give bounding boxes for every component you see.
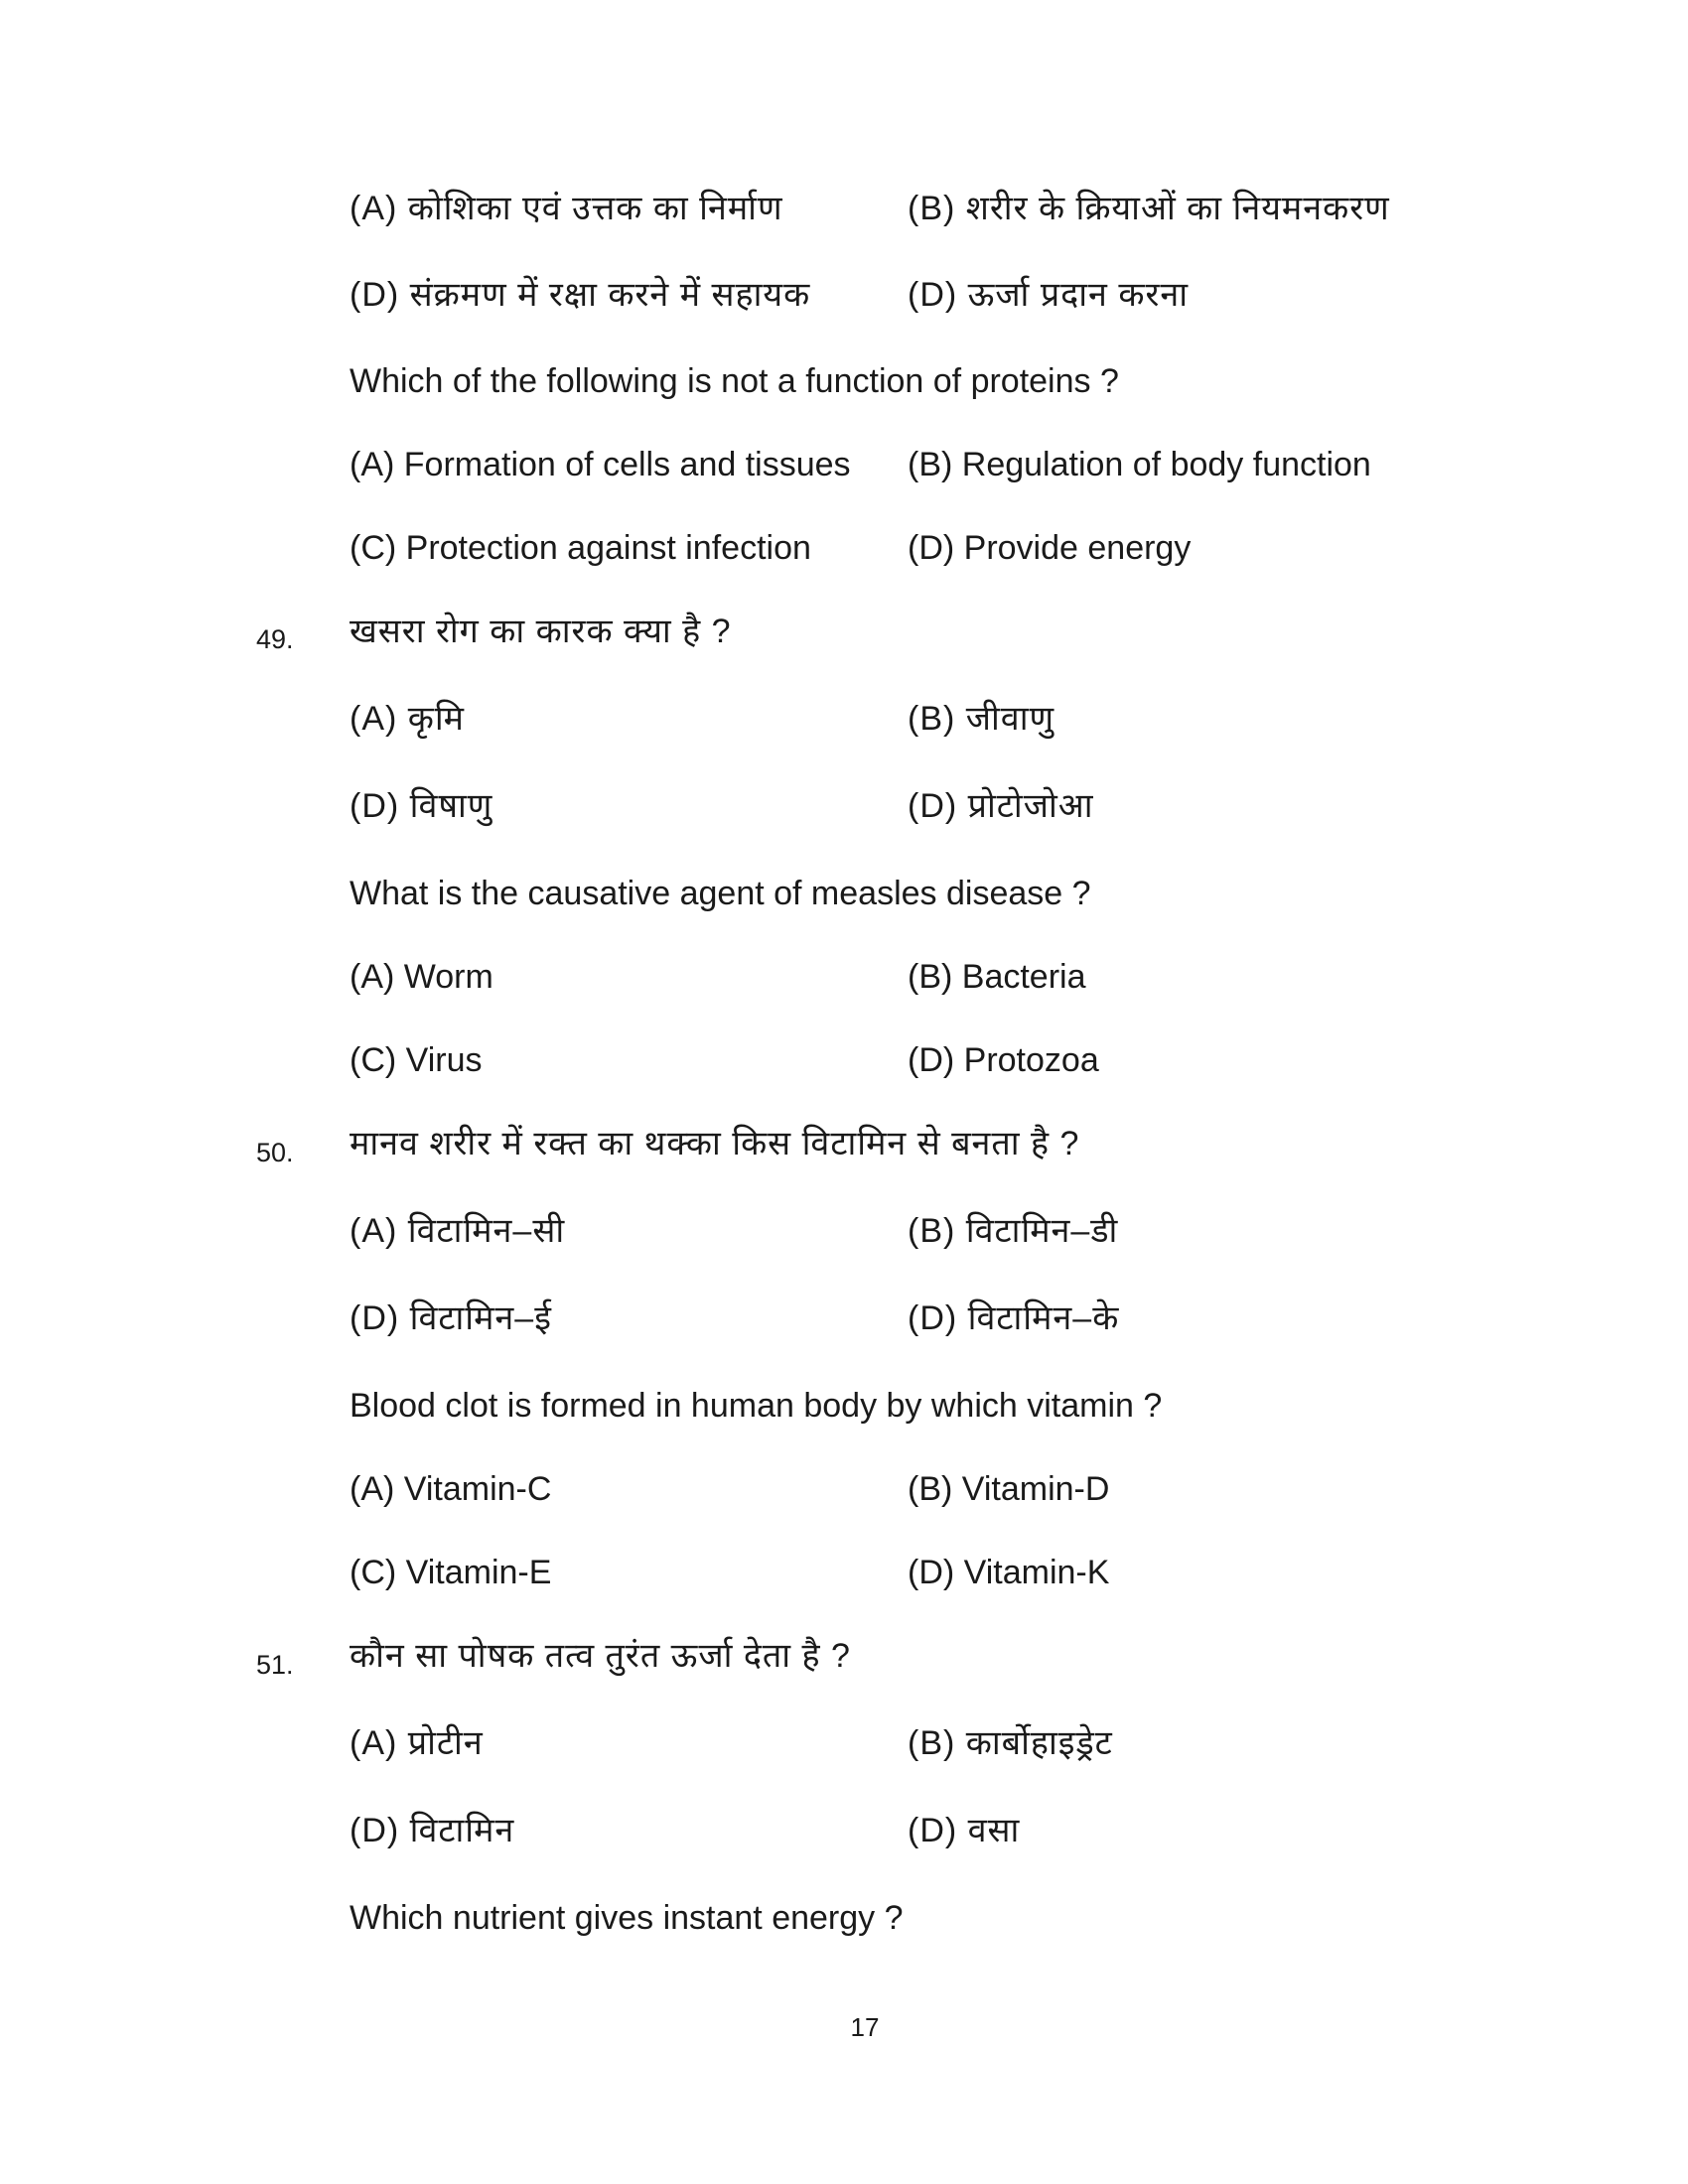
option-a-hindi: (A) कोशिका एवं उत्तक का निर्माण	[350, 190, 783, 227]
option-d-hindi: (D) विटामिन–के	[908, 1299, 1120, 1337]
option-a-english: (A) Vitamin-C	[350, 1470, 552, 1508]
page-number: 17	[850, 2012, 880, 2042]
question-hindi: कौन सा पोषक तत्व तुरंत ऊर्जा देता है ?	[350, 1637, 851, 1675]
option-a-english: (A) Formation of cells and tissues	[350, 446, 851, 483]
question-hindi: खसरा रोग का कारक क्या है ?	[350, 613, 732, 650]
option-d-english: (D) Provide energy	[908, 529, 1192, 567]
option-c-english: (C) Protection against infection	[350, 529, 811, 567]
option-d-hindi: (D) वसा	[908, 1812, 1021, 1849]
option-a-hindi: (A) विटामिन–सी	[350, 1212, 566, 1250]
option-a-hindi: (A) कृमि	[350, 700, 466, 738]
option-d-hindi: (D) प्रोटोजोआ	[908, 787, 1094, 825]
option-b-hindi: (B) विटामिन–डी	[908, 1212, 1119, 1250]
option-b-hindi: (B) कार्बोहाइड्रेट	[908, 1724, 1113, 1762]
option-b-hindi: (B) जीवाणु	[908, 700, 1055, 738]
question-english: Which of the following is not a function of proteins ?	[350, 362, 1119, 400]
option-a-hindi: (A) प्रोटीन	[350, 1724, 484, 1762]
question-number: 51.	[256, 1650, 294, 1680]
option-c-hindi: (D) संक्रमण में रक्षा करने में सहायक	[350, 276, 811, 314]
question-english: Which nutrient gives instant energy ?	[350, 1899, 904, 1937]
option-b-hindi: (B) शरीर के क्रियाओं का नियमनकरण	[908, 190, 1390, 227]
option-c-english: (C) Vitamin-E	[350, 1554, 552, 1591]
option-b-english: (B) Regulation of body function	[908, 446, 1371, 483]
option-c-english: (C) Virus	[350, 1041, 483, 1079]
option-c-hindi: (D) विषाणु	[350, 787, 493, 825]
option-a-english: (A) Worm	[350, 958, 493, 996]
question-english: Blood clot is formed in human body by which vitamin ?	[350, 1387, 1163, 1425]
question-number: 50.	[256, 1138, 294, 1167]
question-english: What is the causative agent of measles disease ?	[350, 875, 1091, 912]
option-d-english: (D) Protozoa	[908, 1041, 1099, 1079]
question-number: 49.	[256, 624, 294, 654]
option-d-hindi: (D) ऊर्जा प्रदान करना	[908, 276, 1190, 314]
option-b-english: (B) Bacteria	[908, 958, 1086, 996]
option-b-english: (B) Vitamin-D	[908, 1470, 1110, 1508]
option-c-hindi: (D) विटामिन	[350, 1812, 515, 1849]
question-hindi: मानव शरीर में रक्त का थक्का किस विटामिन से बनता है ?	[350, 1125, 1080, 1162]
option-d-english: (D) Vitamin-K	[908, 1554, 1110, 1591]
option-c-hindi: (D) विटामिन–ई	[350, 1299, 552, 1337]
